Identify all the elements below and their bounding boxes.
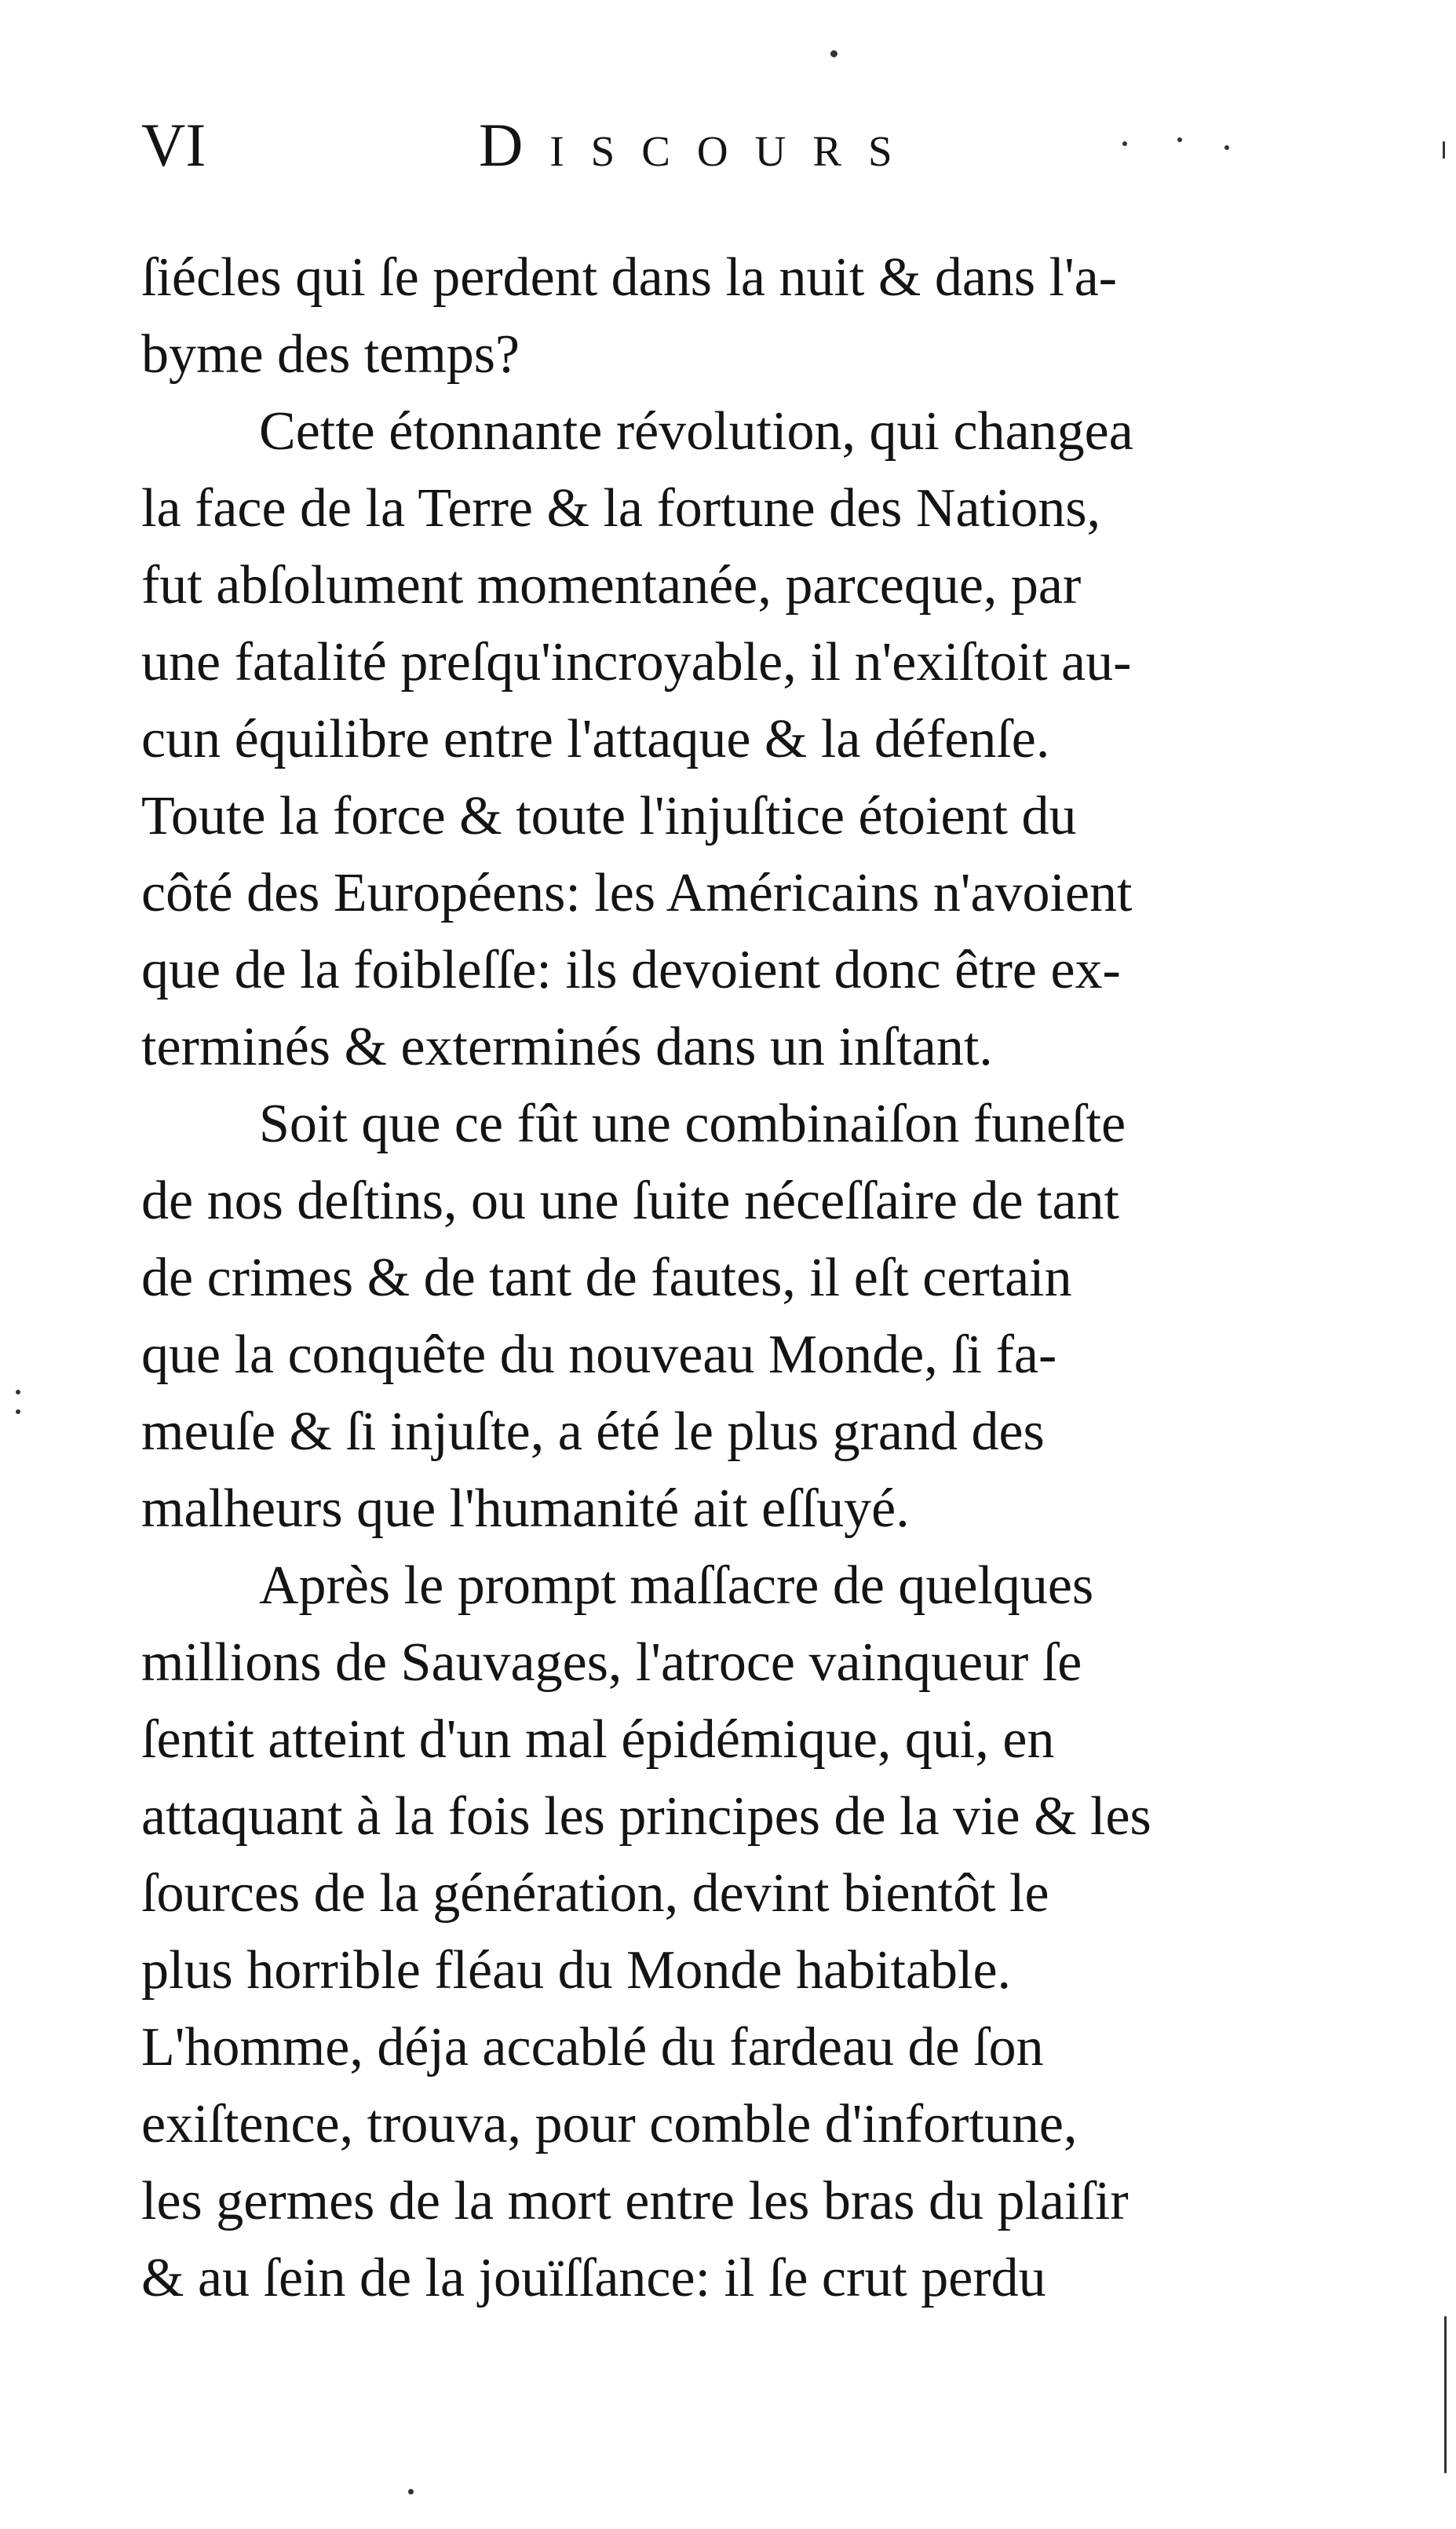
text-line: ſiécles qui ſe perdent dans la nuit & dans l'a- bbox=[141, 247, 1118, 308]
text-line: de crimes & de tant de fautes, il eſt certain bbox=[141, 1248, 1072, 1308]
text-line: terminés & exterminés dans un inſtant. bbox=[141, 1017, 993, 1077]
text-line: & au ſein de la jouïſſance: il ſe crut perdu bbox=[141, 2248, 1046, 2308]
text-line: byme des temps? bbox=[141, 324, 520, 385]
text-line: malheurs que l'humanité ait eſſuyé. bbox=[141, 1478, 910, 1539]
text-line: millions de Sauvages, l'atroce vainqueur ſe bbox=[141, 1632, 1082, 1693]
text-line: ſentit atteint d'un mal épidémique, qui, en bbox=[141, 1709, 1055, 1770]
paragraph-start-line: Soit que ce fût une combinaiſon funeſte bbox=[259, 1094, 1126, 1154]
ink-speck bbox=[1224, 145, 1229, 150]
ink-speck bbox=[1443, 141, 1445, 159]
ink-speck bbox=[1444, 2316, 1447, 2473]
ink-speck bbox=[408, 2489, 414, 2494]
text-line: meuſe & ſi injuſte, a été le plus grand des bbox=[141, 1402, 1045, 1462]
text-line: ſources de la génération, devint bientôt le bbox=[141, 1863, 1049, 1924]
ink-speck bbox=[16, 1409, 20, 1414]
text-line: exiſtence, trouva, pour comble d'infortune, bbox=[141, 2094, 1078, 2154]
text-line: plus horrible fléau du Monde habitable. bbox=[141, 1940, 1012, 2001]
text-line: la face de la Terre & la fortune des Nations, bbox=[141, 478, 1101, 539]
text-line: de nos deſtins, ou une ſuite néceſſaire de tant bbox=[141, 1171, 1119, 1231]
ink-speck bbox=[830, 50, 837, 57]
text-line: une fatalité preſqu'incroyable, il n'exiſtoit au- bbox=[141, 632, 1132, 693]
text-line: attaquant à la fois les principes de la vie & les bbox=[141, 1786, 1151, 1847]
text-line: que de la foibleſſe: ils devoient donc être ex- bbox=[141, 940, 1121, 1000]
text-line: les germes de la mort entre les bras du plaiſir bbox=[141, 2171, 1129, 2231]
ink-speck bbox=[1122, 141, 1127, 146]
running-title: Discours bbox=[479, 111, 919, 179]
ink-speck bbox=[1177, 137, 1182, 142]
page-header bbox=[141, 102, 1295, 188]
paragraph-start-line: Après le prompt maſſacre de quelques bbox=[259, 1555, 1094, 1616]
text-line: côté des Européens: les Américains n'avoient bbox=[141, 863, 1133, 923]
ink-speck bbox=[16, 1390, 20, 1394]
text-line: fut abſolument momentanée, parceque, par bbox=[141, 555, 1082, 616]
text-line: cun équilibre entre l'attaque & la défenſe. bbox=[141, 709, 1050, 769]
text-line: que la conquête du nouveau Monde, ſi fa- bbox=[141, 1325, 1057, 1385]
page-number: VI bbox=[141, 111, 206, 179]
text-line: Toute la force & toute l'injuſtice étoient du bbox=[141, 786, 1077, 846]
body-text bbox=[141, 239, 1413, 2317]
text-line: L'homme, déja accablé du fardeau de ſon bbox=[141, 2017, 1044, 2078]
paragraph-start-line: Cette étonnante révolution, qui changea bbox=[259, 401, 1133, 462]
